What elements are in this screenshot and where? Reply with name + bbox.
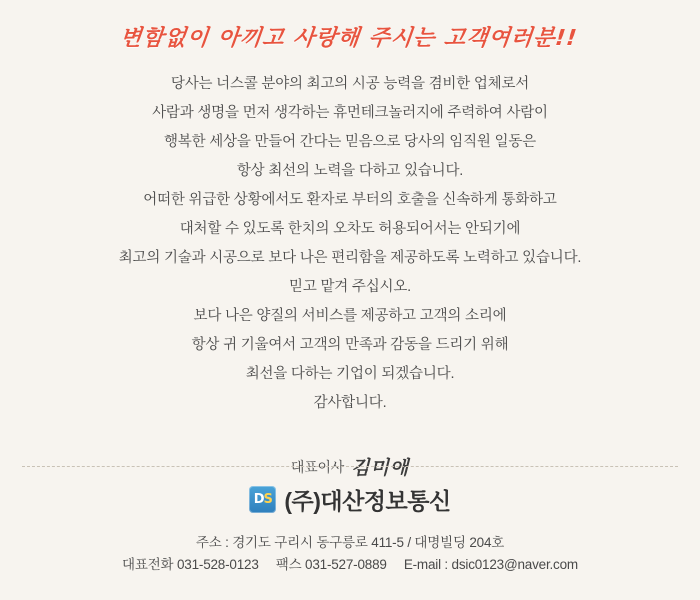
body-line: 항상 귀 기울여서 고객의 만족과 감동을 드리기 위해 — [191, 337, 509, 354]
body-line: 최고의 기술과 시공으로 보다 나은 편리함을 제공하도록 노력하고 있습니다. — [118, 250, 582, 267]
email-label: E-mail : — [403, 557, 448, 572]
body-line: 믿고 맡겨 주십시오. — [289, 279, 411, 296]
email-address[interactable]: dsic0123@naver.com — [451, 557, 578, 572]
logo-letters — [254, 492, 272, 507]
fax-number: 031-527-0889 — [305, 557, 387, 572]
body-line: 행복한 세상을 만들어 간다는 믿음으로 당사의 임직원 일동은 — [164, 134, 536, 151]
body-line: 감사합니다. — [313, 395, 387, 412]
body-line: 보다 나은 양질의 서비스를 제공하고 고객의 소리에 — [193, 308, 507, 325]
logo-letter-accent: S — [263, 492, 272, 507]
body-line: 당사는 너스콜 분야의 최고의 시공 능력을 겸비한 업체로서 — [170, 76, 530, 93]
body-line: 어떠한 위급한 상황에서도 환자로 부터의 호출을 신속하게 통화하고 — [143, 192, 557, 209]
greeting-body — [0, 52, 700, 478]
body-line: 사람과 생명을 먼저 생각하는 휴먼테크놀러지에 주력하여 사람이 — [152, 105, 548, 122]
company-identity — [0, 483, 700, 516]
page-headline: 변함없이 아끼고 사랑해 주시는 고객여러분!! — [118, 26, 579, 51]
company-name: (주)대산정보통신 — [284, 488, 451, 514]
phone-number: 031-528-0123 — [176, 557, 259, 572]
logo-letter-primary: D — [253, 492, 264, 507]
body-line: 대처할 수 있도록 한치의 오차도 허용되어서는 안되기에 — [179, 221, 521, 238]
footer-divider — [22, 466, 678, 467]
phone-line — [0, 554, 700, 576]
phone-label: 대표전화 — [122, 557, 174, 572]
fax-label: 팩스 — [275, 557, 302, 572]
signature-title: 대표이사 — [290, 459, 345, 476]
company-logo-icon — [249, 486, 276, 513]
signature-name: 김미애 — [351, 457, 410, 480]
contact-info — [0, 532, 700, 576]
address-line: 주소 : 경기도 구리시 동구릉로 411-5 / 대명빌딩 204호 — [195, 535, 505, 550]
page-footer — [0, 483, 700, 576]
signature-block — [30, 451, 670, 478]
body-line: 최선을 다하는 기업이 되겠습니다. — [245, 366, 455, 383]
body-line: 항상 최선의 노력을 다하고 있습니다. — [236, 163, 464, 180]
